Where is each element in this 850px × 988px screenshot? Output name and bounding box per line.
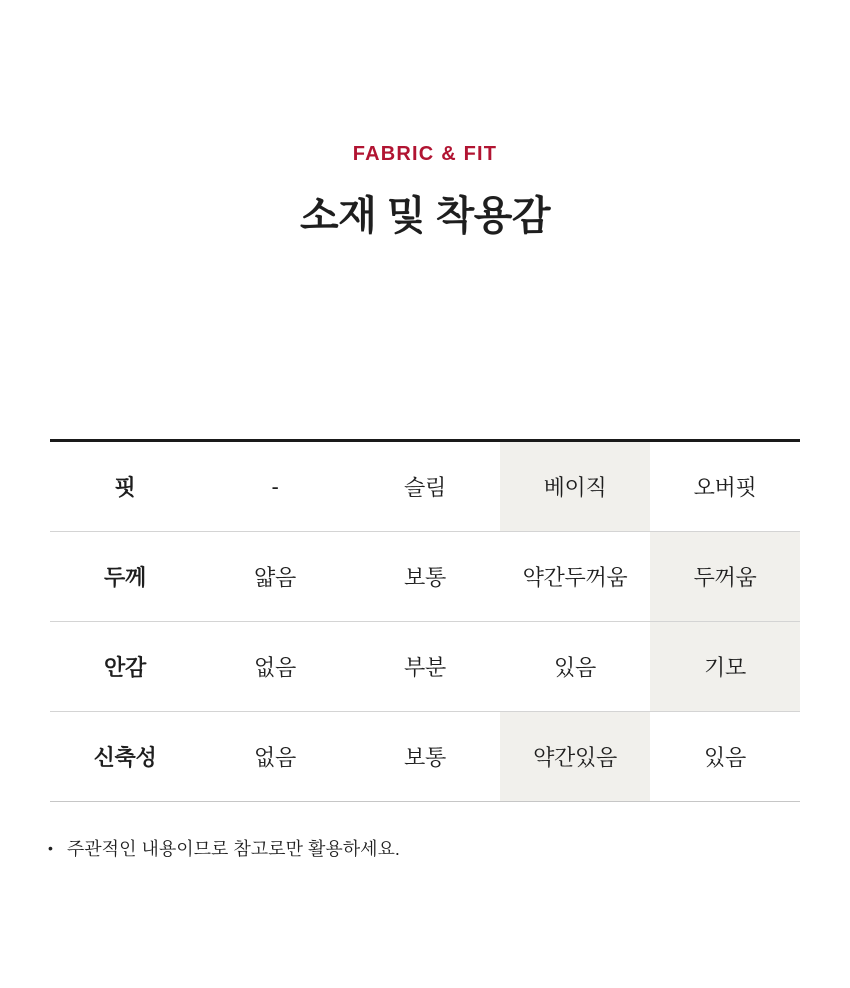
lining-option-2: 부분 bbox=[404, 655, 446, 680]
footnote bbox=[48, 835, 400, 861]
section-eyebrow: FABRIC & FIT bbox=[352, 143, 498, 165]
row-label-lining: 안감 bbox=[104, 655, 146, 680]
row-label-stretch: 신축성 bbox=[93, 745, 157, 770]
row-label-thickness: 두께 bbox=[104, 565, 146, 590]
stretch-option-1: 없음 bbox=[254, 745, 296, 770]
thickness-option-2: 보통 bbox=[404, 565, 446, 590]
fit-option-1: - bbox=[271, 473, 279, 499]
fabric-fit-table bbox=[50, 439, 800, 802]
lining-option-4: 기모 bbox=[650, 622, 800, 711]
table-row-thickness bbox=[50, 532, 800, 622]
table-row-lining bbox=[50, 622, 800, 712]
bullet-icon: • bbox=[48, 840, 53, 856]
lining-option-3: 있음 bbox=[554, 655, 596, 680]
section-title: 소재 및 착용감 bbox=[299, 194, 551, 238]
thickness-option-1: 얇음 bbox=[254, 565, 296, 590]
product-detail-section bbox=[0, 143, 850, 988]
stretch-option-2: 보통 bbox=[404, 745, 446, 770]
table-row-fit bbox=[50, 442, 800, 532]
thickness-option-3: 약간두꺼움 bbox=[522, 565, 628, 590]
fit-option-3: 베이직 bbox=[500, 442, 650, 531]
row-label-fit: 핏 bbox=[114, 475, 136, 500]
stretch-option-4: 있음 bbox=[704, 745, 746, 770]
stretch-option-3: 약간있음 bbox=[500, 712, 650, 801]
fit-option-4: 오버핏 bbox=[693, 475, 757, 500]
section-header bbox=[0, 143, 850, 241]
table-row-stretch bbox=[50, 712, 800, 802]
footnote-text: 주관적인 내용이므로 참고로만 활용하세요. bbox=[66, 839, 400, 859]
thickness-option-4: 두꺼움 bbox=[650, 532, 800, 621]
fit-option-2: 슬림 bbox=[404, 475, 446, 500]
lining-option-1: 없음 bbox=[254, 655, 296, 680]
